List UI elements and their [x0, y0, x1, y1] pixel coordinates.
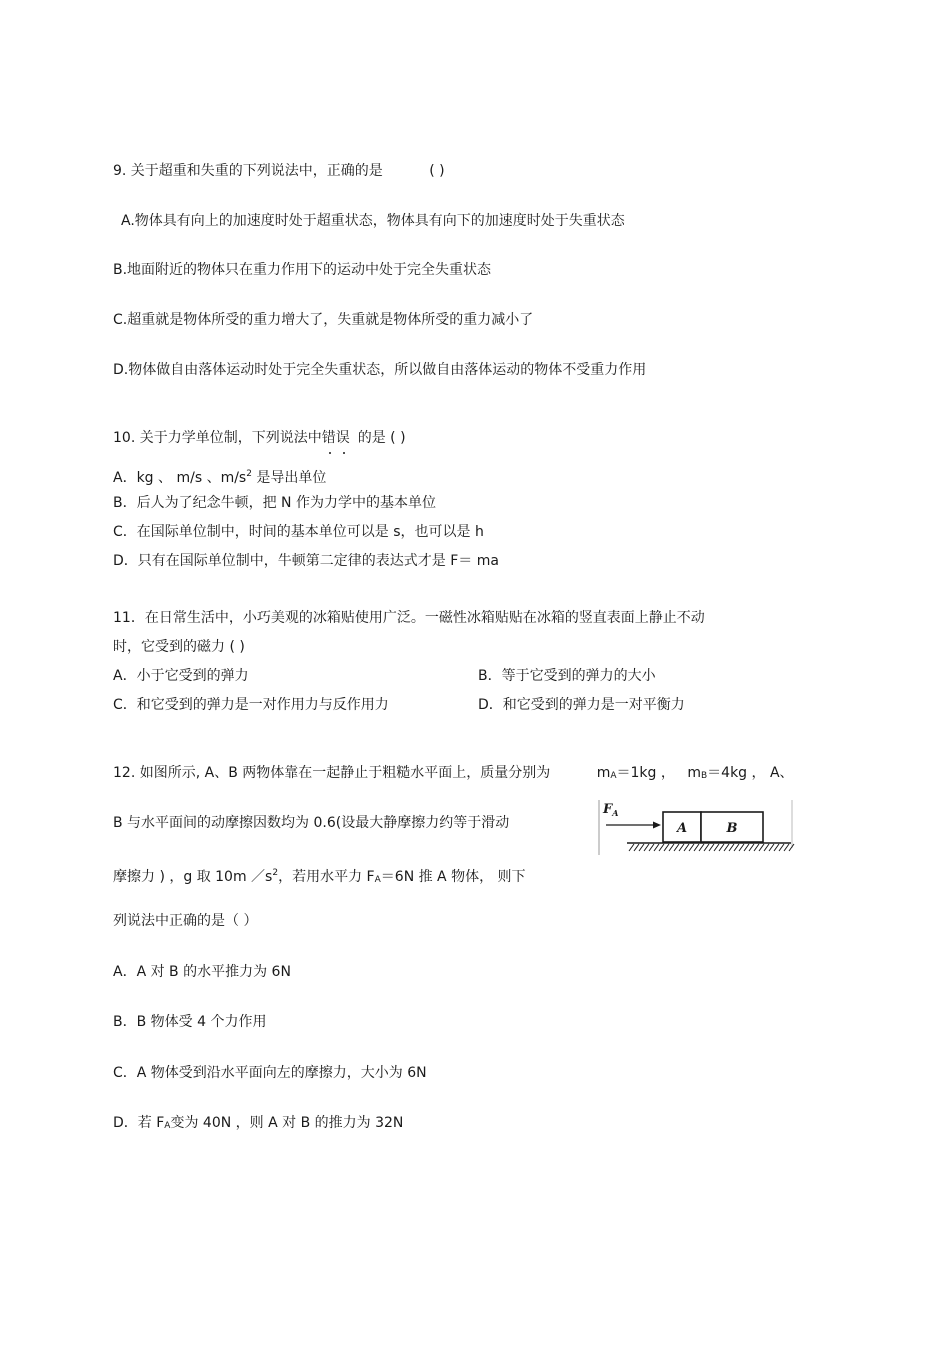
q10-stem-emphasis-2: 误	[335, 430, 350, 446]
hatch-mark	[639, 844, 644, 851]
q10-option-b: B．后人为了纪念牛顿，把 N 作为力学中的基本单位	[113, 495, 436, 511]
q10-option-d: D．只有在国际单位制中，牛顿第二定律的表达式才是 F＝ ma	[113, 553, 499, 569]
hatch-mark	[744, 844, 749, 851]
hatch-mark	[759, 844, 764, 851]
q10-stem-emphasis-1: 错	[321, 430, 336, 446]
q9-answer-paren: ( )	[429, 163, 445, 179]
q9-option-d: D.物体做自由落体运动时处于完全失重状态，所以做自由落体运动的物体不受重力作用	[113, 362, 647, 378]
hatch-mark	[664, 844, 669, 851]
q12-option-a: A．A 对 B 的水平推力为 6N	[113, 964, 291, 980]
hatch-mark	[649, 844, 654, 851]
q12-mass-b-sub: B	[700, 771, 708, 781]
q12-stem-line3-sub: A	[374, 875, 381, 885]
hatch-mark	[629, 844, 634, 851]
hatch-mark	[684, 844, 689, 851]
hatch-mark	[764, 844, 769, 851]
q12-stem-line3	[113, 864, 526, 889]
q12-option-d-sub: A	[164, 1121, 171, 1131]
force-label: $F_A$	[603, 802, 619, 818]
q12-mass-a-sub: A	[610, 771, 617, 781]
hatch-mark	[674, 844, 679, 851]
hatch-mark	[699, 844, 704, 851]
q12-option-d-pre: D．若 F	[113, 1115, 165, 1131]
q12-mass-a-value: ＝1kg ，	[616, 765, 675, 781]
hatch-mark	[774, 844, 779, 851]
q12-option-c: C．A 物体受到沿水平面向左的摩擦力，大小为 6N	[113, 1065, 427, 1081]
hatch-mark	[654, 844, 659, 851]
q11-option-c: C．和它受到的弹力是一对作用力与反作用力	[113, 697, 389, 713]
hatch-mark	[769, 844, 774, 851]
hatch-mark	[724, 844, 729, 851]
q12-stem-line1	[113, 764, 794, 785]
q12-stem-line2: B 与水平面间的动摩擦因数均为 0.6(设最大静摩擦力约等于滑动	[113, 815, 510, 831]
block-a-label: A	[676, 821, 688, 836]
block-b-label: B	[726, 821, 738, 836]
hatch-mark	[669, 844, 674, 851]
hatch-mark	[749, 844, 754, 851]
q10-stem-pre: 10. 关于力学单位制，下列说法中	[113, 430, 322, 446]
hatch-mark	[714, 844, 719, 851]
q12-stem-line1-pre: 12. 如图所示, A、B 两物体靠在一起静止于粗糙水平面上，质量分别为	[113, 765, 551, 781]
q12-stem-line4: 列说法中正确的是（ ）	[113, 913, 258, 929]
q10-option-a	[113, 465, 326, 487]
hatch-mark	[704, 844, 709, 851]
hatch-mark	[644, 844, 649, 851]
q12-stem-line3-end: ＝6N 推 A 物体， 则下	[380, 869, 526, 885]
q12-option-d-post: 变为 40N ，则 A 对 B 的推力为 32N	[170, 1115, 404, 1131]
ground-hatching	[629, 844, 794, 851]
force-arrow-head	[653, 822, 661, 829]
q9-option-a: A.物体具有向上的加速度时处于超重状态，物体具有向下的加速度时处于失重状态	[121, 213, 625, 229]
hatch-mark	[734, 844, 739, 851]
hatch-mark	[709, 844, 714, 851]
hatch-mark	[754, 844, 759, 851]
q11-stem-line2: 时，它受到的磁力 ( )	[113, 639, 245, 655]
q12-mass-b-value: ＝4kg ， A、	[707, 765, 794, 781]
q12-option-d	[113, 1114, 403, 1135]
q12-mass-b	[687, 765, 793, 781]
q9-stem	[113, 162, 445, 180]
hatch-mark	[784, 844, 789, 851]
hatch-mark	[659, 844, 664, 851]
q10-option-c: C．在国际单位制中，时间的基本单位可以是 s，也可以是 h	[113, 524, 484, 540]
q12-option-b: B．B 物体受 4 个力作用	[113, 1014, 267, 1030]
hatch-mark	[634, 844, 639, 851]
q12-mass-a-symbol: m	[596, 765, 611, 781]
q10-option-a-post: 是导出单位	[256, 470, 327, 486]
q12-stem-line3-sup: 2	[272, 868, 279, 878]
q12-stem-line3-pre: 摩擦力 ) ，g 取 10m ／s	[113, 869, 273, 885]
q11-option-b: B．等于它受到的弹力的大小	[478, 668, 656, 684]
hatch-mark	[689, 844, 694, 851]
q11-stem-line1: 11．在日常生活中，小巧美观的冰箱贴使用广泛。一磁性冰箱贴贴在冰箱的竖直表面上静止不动	[113, 610, 705, 626]
hatch-mark	[719, 844, 724, 851]
q10-stem	[113, 429, 406, 447]
q10-stem-post: 的是 ( )	[357, 430, 406, 446]
hatch-mark	[779, 844, 784, 851]
hatch-mark	[694, 844, 699, 851]
q10-option-a-sup: 2	[246, 469, 252, 479]
hatch-mark	[739, 844, 744, 851]
q12-mass-a	[597, 765, 675, 781]
q10-option-a-pre: A．kg 、 m/s 、m/s	[113, 470, 247, 486]
q11-option-d: D．和它受到的弹力是一对平衡力	[478, 697, 685, 713]
q12-mass-b-symbol: m	[687, 765, 701, 781]
q9-option-c: C.超重就是物体所受的重力增大了，失重就是物体所受的重力减小了	[113, 312, 534, 328]
q11-option-a: A．小于它受到的弹力	[113, 668, 249, 684]
q9-option-b: B.地面附近的物体只在重力作用下的运动中处于完全失重状态	[113, 262, 492, 278]
q12-figure	[597, 798, 795, 858]
q12-stem-line3-post: ，若用水平力 F	[278, 869, 375, 885]
q9-stem-text: 9. 关于超重和失重的下列说法中，正确的是	[113, 163, 383, 179]
hatch-mark	[729, 844, 734, 851]
hatch-mark	[679, 844, 684, 851]
